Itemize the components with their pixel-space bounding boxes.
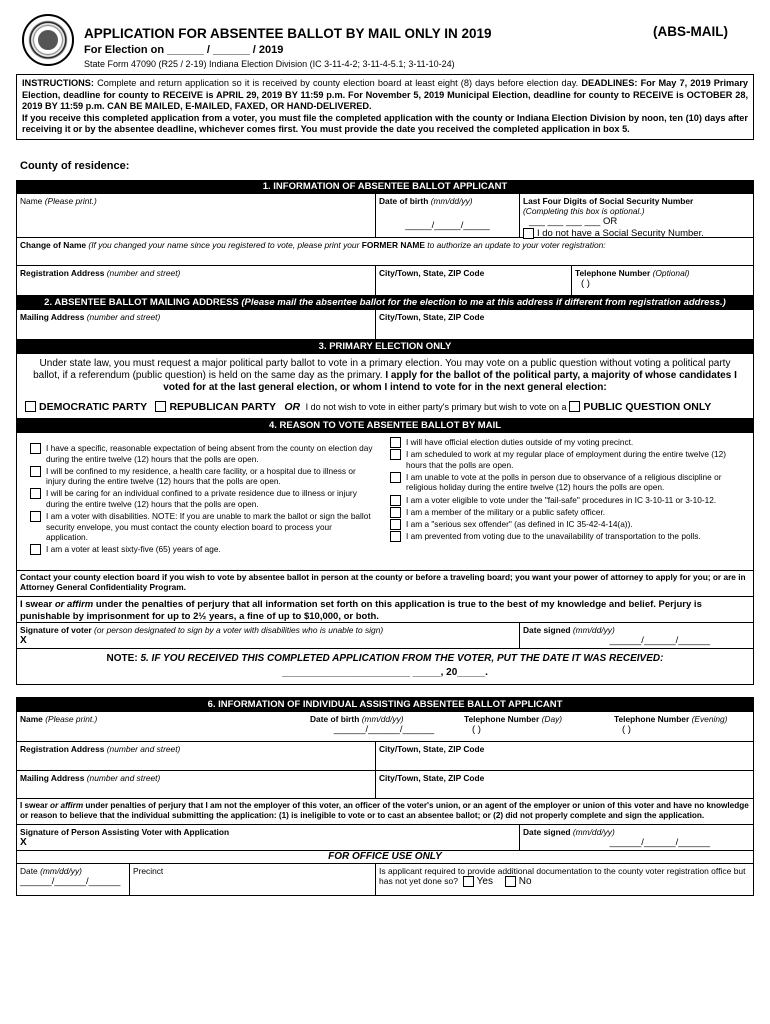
office-use-heading: FOR OFFICE USE ONLY <box>16 851 754 864</box>
section6-row-name <box>16 712 754 742</box>
registration-address-field[interactable]: Registration Address (number and street) <box>20 268 181 278</box>
reason-checkbox[interactable] <box>390 472 401 483</box>
assistant-signature-field[interactable]: Signature of Person Assisting Voter with Application X <box>20 827 230 849</box>
change-of-name-field[interactable]: Change of Name (If you changed your name since you registered to vote, please print your FORMER NAME to authorize an update to your voter registration: <box>16 238 754 266</box>
voter-oath: I swear or affirm under the penalties of perjury that all information set forth on this application is true to the best of my knowledge and belief. Perjury is punishable by imprisonment for up to 2½ years, a fine of up to $10,000, or both. <box>16 597 754 623</box>
public-question-checkbox[interactable] <box>569 401 580 412</box>
reason-checkbox[interactable] <box>390 531 401 542</box>
note5-box[interactable]: NOTE: 5. IF YOU RECEIVED THIS COMPLETED APPLICATION FROM THE VOTER, PUT THE DATE IT WAS RECEIVED: _______________________ _____, 20_____. <box>16 649 754 685</box>
section6-row-reg <box>16 742 754 771</box>
mailing-city-field[interactable]: City/Town, State, ZIP Code <box>375 310 753 339</box>
voter-date-signed-field[interactable]: Date signed (mm/dd/yy) ______/______/______ <box>519 623 753 648</box>
reason-item <box>30 488 374 509</box>
office-use-row <box>16 864 754 896</box>
section2-row <box>16 310 754 340</box>
assistant-registration-address-field[interactable]: Registration Address (number and street) <box>20 744 181 754</box>
reason-checkbox[interactable] <box>30 466 41 477</box>
assistant-dob-field[interactable]: Date of birth (mm/dd/yy) ______/______/______ <box>310 714 435 736</box>
office-no-checkbox[interactable] <box>505 876 516 887</box>
instructions-filing: If you receive this completed application from a voter, you must file the completed application with the county or Indiana Election Division by noon, ten (10) days after receiving it or by the absentee deadline, whichever comes first. You must provide the date you received the completed application in box 5. <box>22 112 748 134</box>
instructions-deadlines: DEADLINES: For May 7, 2019 Primary Election, deadline for county to RECEIVE is APRIL 29, 2019 BY 11:59 p.m. For November 5, 2019 Municipal Election, deadline for county to RECEIVE is OCTOBER 28, 2019 BY 11:59 p.m. CAN BE MAILED, E-MAILED, FAXED, OR HAND-DELIVERED. <box>22 78 748 111</box>
reason-item <box>30 544 374 555</box>
reason-checkbox[interactable] <box>390 519 401 530</box>
section1-row-name <box>16 194 754 238</box>
section3-apply: I apply for the ballot of the political party, a majority of whose candidates I voted for at the last general election, or whom I intend to vote for in the next general election: <box>163 370 737 394</box>
section3-body: Under state law, you must request a major political party ballot to vote in a primary election. You may vote on a public question without voting a political party ballot, if a referendum (public question) is held on the same day as the primary. I apply for the ballot of the political party, a majority of whose candidates I voted for at the last general election, or whom I intend to vote for in the next general election: DEMOCRATIC PARTY REPUBLICAN PARTY OR I do not wish to vote in either party's primary but wish to vote on a PUBLIC QUESTION ONLY <box>16 354 754 419</box>
reason-checkbox[interactable] <box>30 511 41 522</box>
reason-item <box>30 443 374 464</box>
reason-item <box>390 449 748 470</box>
reason-checkbox[interactable] <box>30 488 41 499</box>
section3-text: Under state law, you must request a major political party ballot to vote in a primary election. You may vote on a public question without voting a political party ballot, if a referendum (public question) is held on the same day as the primary. <box>33 358 731 382</box>
election-date-line: For Election on ______ / ______ / 2019 <box>84 44 284 57</box>
reason-text: I am prevented from voting due to the unavailability of transportation to the polls. <box>406 530 701 541</box>
applicant-name-field[interactable]: Name (Please print.) <box>20 196 97 206</box>
assistant-signature-row <box>16 825 754 851</box>
applicant-phone-field[interactable]: Telephone Number (Optional) ( ) <box>571 266 755 295</box>
reason-text: I am a "serious sex offender" (as defined in IC 35-42-4-14(a)). <box>406 518 633 529</box>
office-documentation-question: Is applicant required to provide additional documentation to the county voter registration office but has not yet done so? Yes No <box>375 864 753 895</box>
reason-checkbox[interactable] <box>30 544 41 555</box>
reason-checkbox[interactable] <box>390 495 401 506</box>
republican-party-checkbox[interactable] <box>155 401 166 412</box>
reason-item <box>390 531 748 542</box>
contact-note: Contact your county election board if you wish to vote by absentee ballot in person at the county or before a traveling board; you want your power of attorney to apply for you; or are in Attorney General Confidentiality Program. <box>16 571 754 597</box>
application-form <box>16 180 754 896</box>
reason-checkbox[interactable] <box>390 449 401 460</box>
assistant-mailing-city-field[interactable]: City/Town, State, ZIP Code <box>375 771 753 798</box>
county-of-residence-label: County of residence: <box>20 160 130 172</box>
reason-item <box>390 472 748 493</box>
office-yes-checkbox[interactable] <box>463 876 474 887</box>
applicant-dob-field[interactable]: Date of birth (mm/dd/yy) _____/_____/_____ <box>375 194 519 237</box>
reason-item <box>390 519 748 530</box>
reason-text: I am a voter eligible to vote under the "fail-safe" procedures in IC 3-10-11 or 3-10-12. <box>406 494 717 505</box>
section6-heading: 6. INFORMATION OF INDIVIDUAL ASSISTING ABSENTEE BALLOT APPLICANT <box>16 698 754 712</box>
assistant-oath: I swear or affirm under penalties of perjury that I am not the employer of this voter, an officer of the voter's union, or an agent of the employer or union of this voter and have no knowledge or reason to believe that the individual submitting the application: (1) is ineligible to vote or to cast an absentee ballot; or (2) did not properly complete and sign the application. <box>16 799 754 825</box>
voter-signature-field[interactable]: Signature of voter (or person designated to sign by a voter with disabilities who is unable to sign) X <box>20 625 384 647</box>
democratic-party-checkbox[interactable] <box>25 401 36 412</box>
reason-checkbox[interactable] <box>390 437 401 448</box>
reason-item <box>390 437 748 448</box>
instructions-text: Complete and return application so it is received by county election board at least eight (8) days before election day. <box>93 78 582 88</box>
registration-city-field[interactable]: City/Town, State, ZIP Code <box>375 266 571 295</box>
reason-text: I am a member of the military or a public safety officer. <box>406 506 606 517</box>
form-title: APPLICATION FOR ABSENTEE BALLOT BY MAIL ONLY IN 2019 <box>84 26 492 41</box>
assistant-date-signed-field[interactable]: Date signed (mm/dd/yy) ______/______/______ <box>519 825 753 850</box>
reason-text: I am unable to vote at the polls in person due to observance of a religious discipline or religious holiday during the entire twelve (12) hours the polls are open. <box>406 471 722 493</box>
form-info: State Form 47090 (R25 / 2-19) Indiana Election Division (IC 3-11-4-2; 3-11-4-5.1; 3-11-10-24) <box>84 59 455 70</box>
mailing-address-field[interactable]: Mailing Address (number and street) <box>20 312 161 322</box>
instructions-box <box>16 74 754 140</box>
reason-checkbox[interactable] <box>390 507 401 518</box>
reason-text: I will be caring for an individual confined to a private residence due to illness or injury during the entire twelve (12) hours that the polls are open. <box>46 488 357 510</box>
reason-text: I have a specific, reasonable expectation of being absent from the county on election day during the entire twelve (12) hours that the polls are open. <box>46 443 373 464</box>
office-date-field[interactable]: Date (mm/dd/yy) ______/______/______ <box>20 866 121 888</box>
section1-row-address <box>16 266 754 296</box>
section2-heading: 2. ABSENTEE BALLOT MAILING ADDRESS (Please mail the absentee ballot for the election to me at this address if different from registration address.) <box>16 296 754 310</box>
office-precinct-field[interactable]: Precinct <box>129 864 375 895</box>
reason-checkbox[interactable] <box>30 443 41 454</box>
assistant-registration-city-field[interactable]: City/Town, State, ZIP Code <box>375 742 753 770</box>
no-ssn-checkbox[interactable] <box>523 228 534 239</box>
reason-item <box>390 495 748 506</box>
instructions-label: INSTRUCTIONS: <box>22 78 94 88</box>
reason-text: I am scheduled to work at my regular place of employment during the entire twelve (12) hours that the polls are open. <box>406 449 727 470</box>
reasons-left-column <box>27 433 377 570</box>
reason-item <box>390 507 748 518</box>
applicant-ssn-field[interactable]: Last Four Digits of Social Security Number (Completing this box is optional.) ___ ___ ___ ___ OR I do not have a Social Security Number. <box>519 194 755 237</box>
reason-item <box>30 511 374 543</box>
reason-text: I will have official election duties outside of my voting precinct. <box>406 437 634 447</box>
section1-heading: 1. INFORMATION OF ABSENTEE BALLOT APPLICANT <box>16 180 754 194</box>
state-seal-icon <box>22 14 74 66</box>
assistant-day-phone-field[interactable]: Telephone Number (Day) ( ) <box>464 714 563 736</box>
section6-row-mail <box>16 771 754 799</box>
reason-text: I will be confined to my residence, a health care facility, or a hospital due to illness or injury during the entire twelve (12) hours that the polls are open. <box>46 465 356 487</box>
reason-text: I am a voter at least sixty-five (65) years of age. <box>46 544 221 555</box>
reason-text: I am a voter with disabilities. NOTE: If you are unable to mark the ballot or sign the ballot security envelope, you must contact the county election board to process your application. <box>46 511 371 543</box>
form-code: (ABS-MAIL) <box>653 24 728 39</box>
section4-heading: 4. REASON TO VOTE ABSENTEE BALLOT BY MAIL <box>16 419 754 433</box>
assistant-name-field[interactable]: Name (Please print.) <box>20 714 98 724</box>
assistant-evening-phone-field[interactable]: Telephone Number (Evening) ( ) <box>614 714 728 736</box>
assistant-mailing-address-field[interactable]: Mailing Address (number and street) <box>20 773 161 783</box>
section3-heading: 3. PRIMARY ELECTION ONLY <box>16 340 754 354</box>
reasons-right-column <box>387 433 751 570</box>
voter-signature-row <box>16 623 754 649</box>
reason-item <box>30 466 374 487</box>
section4-reasons <box>16 433 754 571</box>
